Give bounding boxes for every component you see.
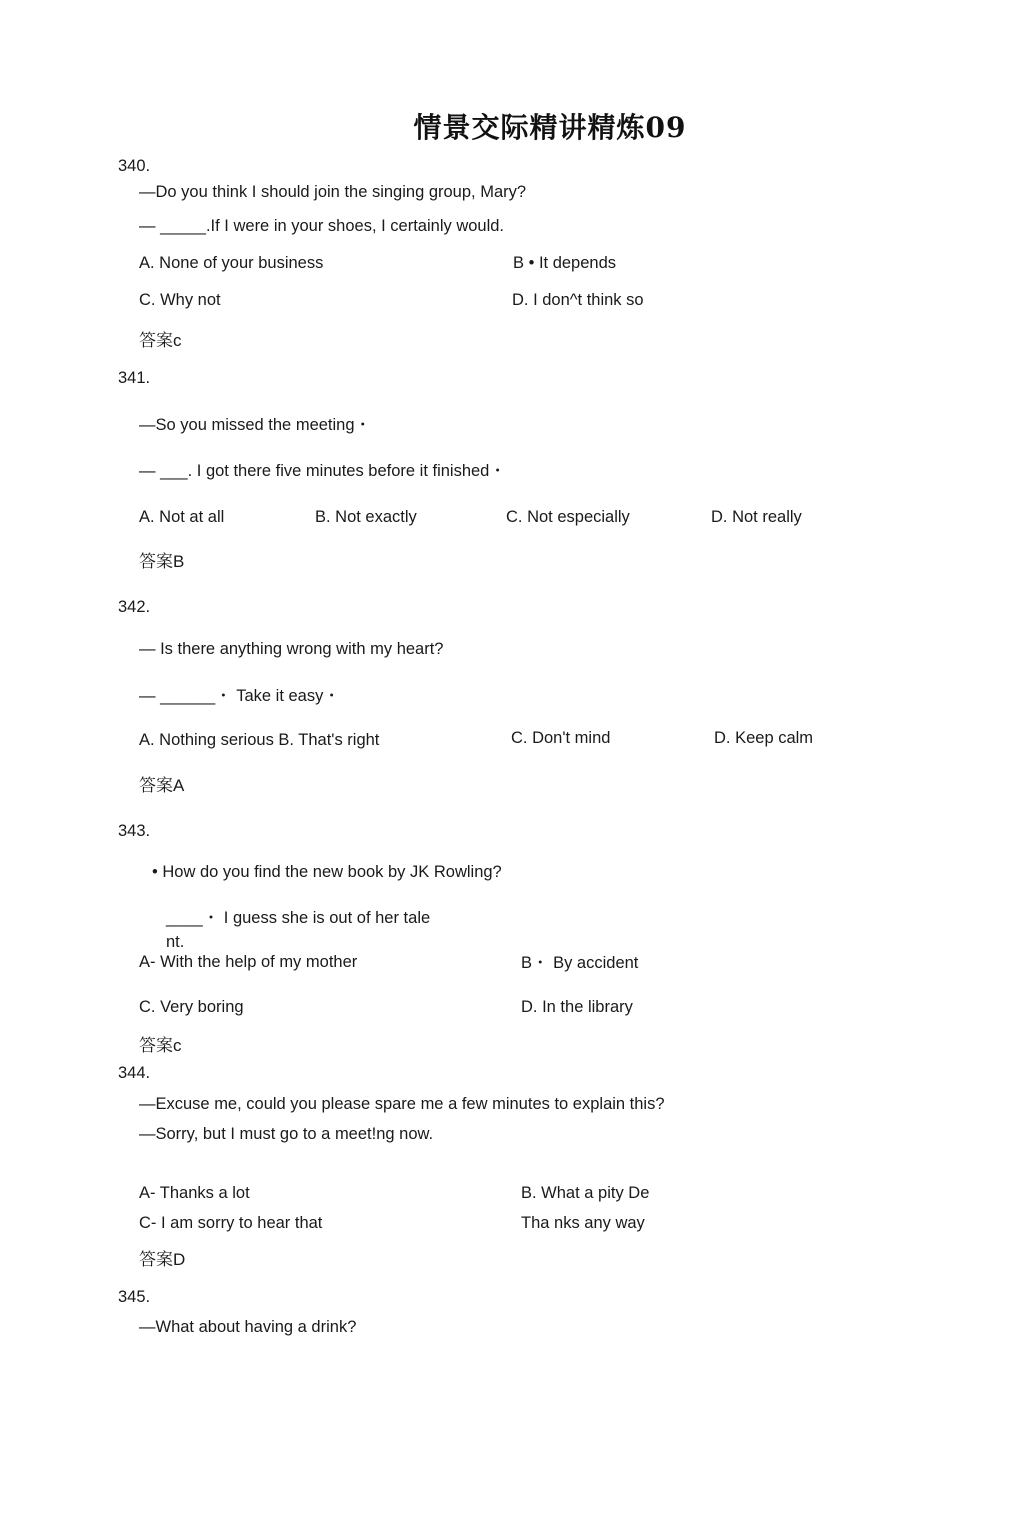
q343-dialogue-line-2-wrap: nt. bbox=[166, 933, 185, 951]
q344-option-c: C- I am sorry to hear that bbox=[139, 1214, 323, 1232]
q343-option-b: B・ By accident bbox=[521, 954, 639, 972]
question-number-343: 343. bbox=[118, 822, 151, 840]
q340-dialogue-line-2: — _____.If I were in your shoes, I certainly would. bbox=[139, 217, 505, 235]
q342-option-a-b: A. Nothing serious B. That's right bbox=[139, 731, 380, 749]
q340-answer: 答案c bbox=[139, 331, 182, 350]
q343-dialogue-line-2: ____・ I guess she is out of her tale bbox=[166, 909, 431, 927]
q340-option-c: C. Why not bbox=[139, 291, 221, 309]
q341-dialogue-line-1: —So you missed the meeting・ bbox=[139, 416, 372, 434]
q343-option-d: D. In the library bbox=[521, 998, 633, 1016]
q341-dialogue-line-2: — ___. I got there five minutes before it finished・ bbox=[139, 462, 506, 480]
q340-option-a: A. None of your business bbox=[139, 254, 324, 272]
page-title: 情景交际精讲精炼09 bbox=[413, 111, 687, 144]
q342-dialogue-line-2: — ______・ Take it easy・ bbox=[139, 687, 340, 705]
q340-option-d: D. I don^t think so bbox=[512, 291, 644, 309]
q345-dialogue-line-1: —What about having a drink? bbox=[139, 1318, 357, 1336]
q344-option-d: Tha nks any way bbox=[521, 1214, 645, 1232]
q342-dialogue-line-1: — Is there anything wrong with my heart? bbox=[139, 640, 444, 658]
q341-option-a: A. Not at all bbox=[139, 508, 225, 526]
q344-option-a: A- Thanks a lot bbox=[139, 1184, 250, 1202]
q341-answer: 答案B bbox=[139, 552, 185, 571]
q343-answer: 答案c bbox=[139, 1036, 182, 1055]
q343-option-a: A- With the help of my mother bbox=[139, 953, 358, 971]
q344-answer: 答案D bbox=[139, 1250, 186, 1269]
question-number-345: 345. bbox=[118, 1288, 151, 1306]
q344-dialogue-line-2: —Sorry, but I must go to a meet!ng now. bbox=[139, 1125, 434, 1143]
q342-option-d: D. Keep calm bbox=[714, 729, 814, 747]
q343-option-c: C. Very boring bbox=[139, 998, 244, 1016]
question-number-344: 344. bbox=[118, 1064, 151, 1082]
q343-dialogue-line-1: • How do you find the new book by JK Rowling? bbox=[152, 863, 502, 881]
q341-option-b: B. Not exactly bbox=[315, 508, 417, 526]
question-number-342: 342. bbox=[118, 598, 151, 616]
q344-option-b: B. What a pity De bbox=[521, 1184, 650, 1202]
q341-option-d: D. Not really bbox=[711, 508, 802, 526]
q340-option-b: B • It depends bbox=[513, 254, 617, 272]
q340-dialogue-line-1: —Do you think I should join the singing group, Mary? bbox=[139, 183, 527, 201]
q342-option-c: C. Don't mind bbox=[511, 729, 611, 747]
question-number-340: 340. bbox=[118, 157, 151, 175]
q341-option-c: C. Not especially bbox=[506, 508, 630, 526]
question-number-341: 341. bbox=[118, 369, 151, 387]
q344-dialogue-line-1: —Excuse me, could you please spare me a few minutes to explain this? bbox=[139, 1095, 665, 1113]
q342-answer: 答案A bbox=[139, 776, 185, 795]
